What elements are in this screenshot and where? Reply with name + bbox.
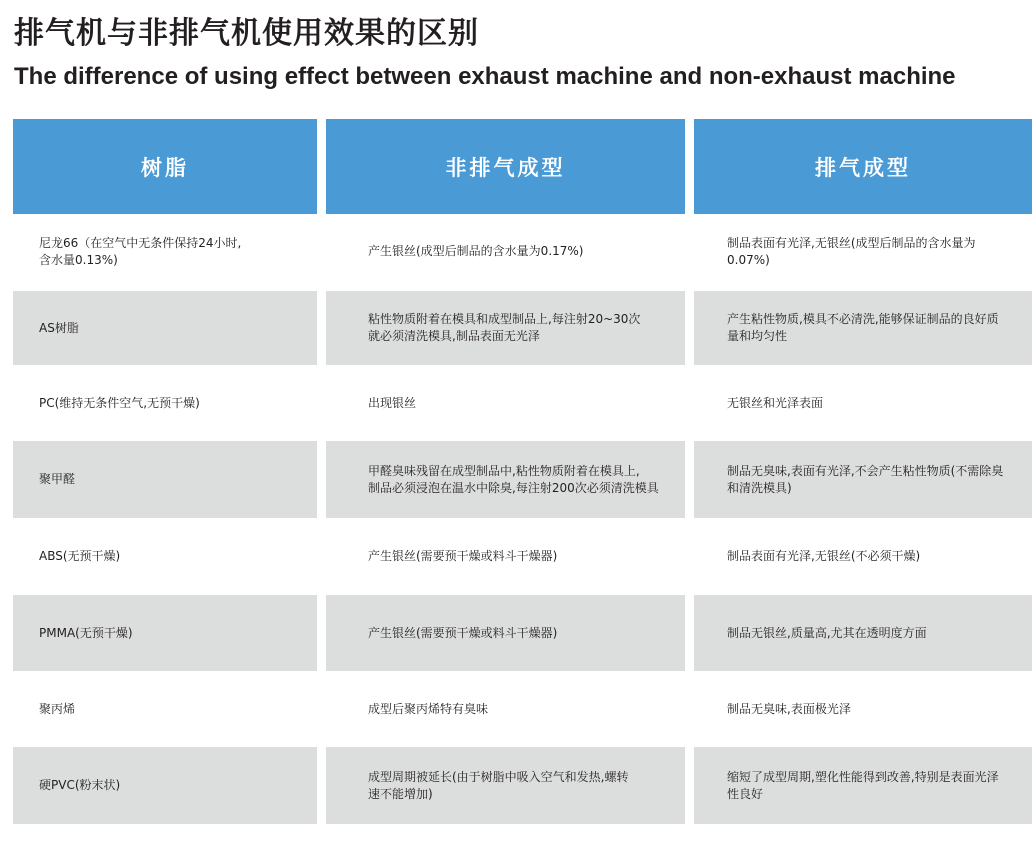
cell-resin-text: AS树脂 bbox=[39, 320, 79, 335]
cell-exhaust-text: 制品无银丝,质量高,尤其在透明度方面 bbox=[727, 625, 927, 640]
cell-resin bbox=[13, 365, 317, 441]
cell-non-exhaust bbox=[326, 671, 685, 747]
cell-exhaust-text: 产生粘性物质,模具不必清洗,能够保证制品的良好质 量和均匀性 bbox=[727, 312, 999, 343]
cell-resin bbox=[13, 291, 317, 365]
cell-exhaust-text: 制品表面有光泽,无银丝(不必须干燥) bbox=[727, 549, 921, 563]
table-row bbox=[13, 671, 1032, 747]
cell-exhaust bbox=[694, 747, 1032, 824]
cell-exhaust bbox=[694, 214, 1032, 289]
cell-non-exhaust bbox=[326, 291, 685, 365]
cell-non-exhaust bbox=[326, 747, 685, 824]
cell-resin bbox=[13, 214, 317, 289]
comparison-table bbox=[13, 119, 1032, 801]
cell-non-exhaust-text: 成型周期被延长(由于树脂中吸入空气和发热,螺转 速不能增加) bbox=[368, 769, 629, 801]
table-row bbox=[13, 365, 1032, 441]
table-row bbox=[13, 291, 1032, 365]
cell-resin-text: 尼龙66（在空气中无条件保持24小时, 含水量0.13%) bbox=[39, 235, 242, 267]
cell-exhaust bbox=[694, 518, 1032, 595]
cell-exhaust-text: 制品表面有光泽,无银丝(成型后制品的含水量为0.07%) bbox=[727, 235, 976, 267]
cell-non-exhaust-text: 出现银丝 bbox=[368, 395, 417, 410]
cell-resin bbox=[13, 595, 317, 671]
header-non-exhaust-molding: 非排气成型 bbox=[326, 119, 685, 214]
cell-resin bbox=[13, 671, 317, 747]
cell-resin bbox=[13, 441, 317, 518]
header-resin: 树脂 bbox=[13, 119, 317, 214]
table-row bbox=[13, 518, 1032, 595]
cell-resin-text: PC(维持无条件空气,无预干燥) bbox=[39, 395, 200, 410]
cell-exhaust bbox=[694, 671, 1032, 747]
table-row bbox=[13, 747, 1032, 824]
page-title-chinese: 排气机与非排气机使用效果的区别 bbox=[14, 16, 479, 51]
cell-exhaust-text: 缩短了成型周期,塑化性能得到改善,特别是表面光泽 性良好 bbox=[727, 769, 999, 801]
table-row bbox=[13, 214, 1032, 289]
cell-non-exhaust bbox=[326, 365, 685, 441]
cell-exhaust bbox=[694, 441, 1032, 518]
cell-resin-text: ABS(无预干燥) bbox=[39, 549, 121, 563]
cell-resin bbox=[13, 747, 317, 824]
cell-non-exhaust-text: 甲醛臭味残留在成型制品中,粘性物质附着在模具上, 制品必须浸泡在温水中除臭,每注射200次必须清洗模具 bbox=[368, 463, 659, 495]
page-title-english: The difference of using effect between exhaust machine and non-exhaust machine bbox=[14, 63, 956, 90]
cell-non-exhaust-text: 产生银丝(需要预干燥或料斗干燥器) bbox=[368, 625, 558, 640]
cell-resin-text: 聚甲醛 bbox=[39, 472, 76, 486]
cell-exhaust bbox=[694, 595, 1032, 671]
cell-non-exhaust bbox=[326, 441, 685, 518]
cell-non-exhaust-text: 成型后聚丙烯特有臭味 bbox=[368, 701, 489, 716]
cell-non-exhaust bbox=[326, 518, 685, 595]
cell-exhaust bbox=[694, 365, 1032, 441]
table-header-row bbox=[13, 119, 1032, 214]
cell-resin bbox=[13, 518, 317, 595]
cell-non-exhaust bbox=[326, 595, 685, 671]
cell-non-exhaust-text: 产生银丝(需要预干燥或料斗干燥器) bbox=[368, 549, 558, 563]
table-row bbox=[13, 595, 1032, 671]
cell-resin-text: PMMA(无预干燥) bbox=[39, 625, 133, 640]
cell-exhaust-text: 制品无臭味,表面极光泽 bbox=[727, 701, 851, 716]
header-exhaust-molding: 排气成型 bbox=[694, 119, 1032, 214]
cell-resin-text: 硬PVC(粉末状) bbox=[39, 778, 121, 792]
cell-exhaust-text: 无银丝和光泽表面 bbox=[727, 395, 824, 410]
cell-exhaust bbox=[694, 291, 1032, 365]
cell-resin-text: 聚丙烯 bbox=[39, 701, 76, 716]
cell-non-exhaust-text: 产生银丝(成型后制品的含水量为0.17%) bbox=[368, 244, 584, 258]
cell-exhaust-text: 制品无臭味,表面有光泽,不会产生粘性物质(不需除臭 和清洗模具) bbox=[727, 463, 1004, 495]
cell-non-exhaust-text: 粘性物质附着在模具和成型制品上,每注射20~30次 就必须清洗模具,制品表面无光泽 bbox=[368, 312, 641, 343]
cell-non-exhaust bbox=[326, 214, 685, 289]
table-row bbox=[13, 441, 1032, 518]
